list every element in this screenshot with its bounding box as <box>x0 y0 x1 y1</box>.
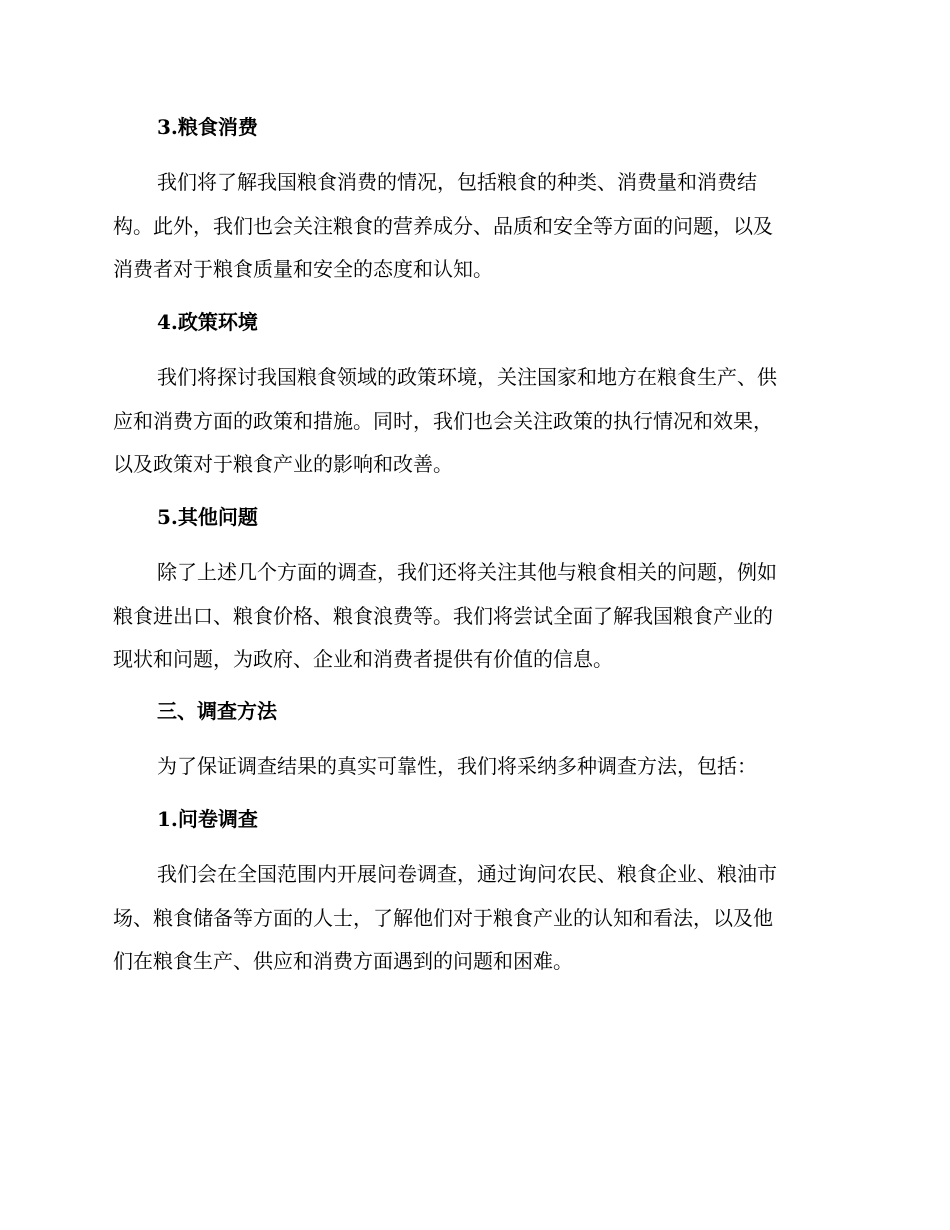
paragraph-line: 以及政策对于粮食产业的影响和改善。 <box>113 452 453 476</box>
paragraph-line: 粮食进出口、粮食价格、粮食浪费等。我们将尝试全面了解我国粮食产业的 <box>113 603 773 628</box>
section-heading-survey-methods: 三、调查方法 <box>157 699 277 723</box>
paragraph-line: 应和消费方面的政策和措施。同时，我们也会关注政策的执行情况和效果， <box>113 408 773 433</box>
paragraph-line: 除了上述几个方面的调查，我们还将关注其他与粮食相关的问题，例如 <box>157 560 777 584</box>
section-heading-other-issues: 5.其他问题 <box>157 505 258 529</box>
paragraph-line: 们在粮食生产、供应和消费方面遇到的问题和困难。 <box>113 949 573 973</box>
paragraph-line: 我们将探讨我国粮食领域的政策环境，关注国家和地方在粮食生产、供 <box>157 365 777 389</box>
paragraph-line: 我们会在全国范围内开展问卷调查，通过询问农民、粮食企业、粮油市 <box>157 862 777 886</box>
paragraph-survey-methods <box>113 745 843 789</box>
paragraph-line: 构。此外，我们也会关注粮食的营养成分、品质和安全等方面的问题，以及 <box>113 213 773 238</box>
paragraph-line: 消费者对于粮食质量和安全的态度和认知。 <box>113 257 493 281</box>
paragraph-line: 场、粮食储备等方面的人士，了解他们对于粮食产业的认知和看法，以及他 <box>113 905 773 930</box>
section-heading-grain-consumption: 3.粮食消费 <box>157 115 258 139</box>
paragraph-line: 我们将了解我国粮食消费的情况，包括粮食的种类、消费量和消费结 <box>157 170 757 194</box>
section-heading-questionnaire: 1.问卷调查 <box>157 807 258 831</box>
section-heading-policy-environment: 4.政策环境 <box>157 310 258 334</box>
paragraph-other-issues <box>113 551 843 682</box>
paragraph-questionnaire <box>113 853 843 984</box>
paragraph-grain-consumption <box>113 161 843 292</box>
paragraph-line: 现状和问题，为政府、企业和消费者提供有价值的信息。 <box>113 647 613 671</box>
paragraph-policy-environment <box>113 356 843 487</box>
paragraph-line: 为了保证调查结果的真实可靠性，我们将采纳多种调查方法，包括： <box>157 754 757 778</box>
